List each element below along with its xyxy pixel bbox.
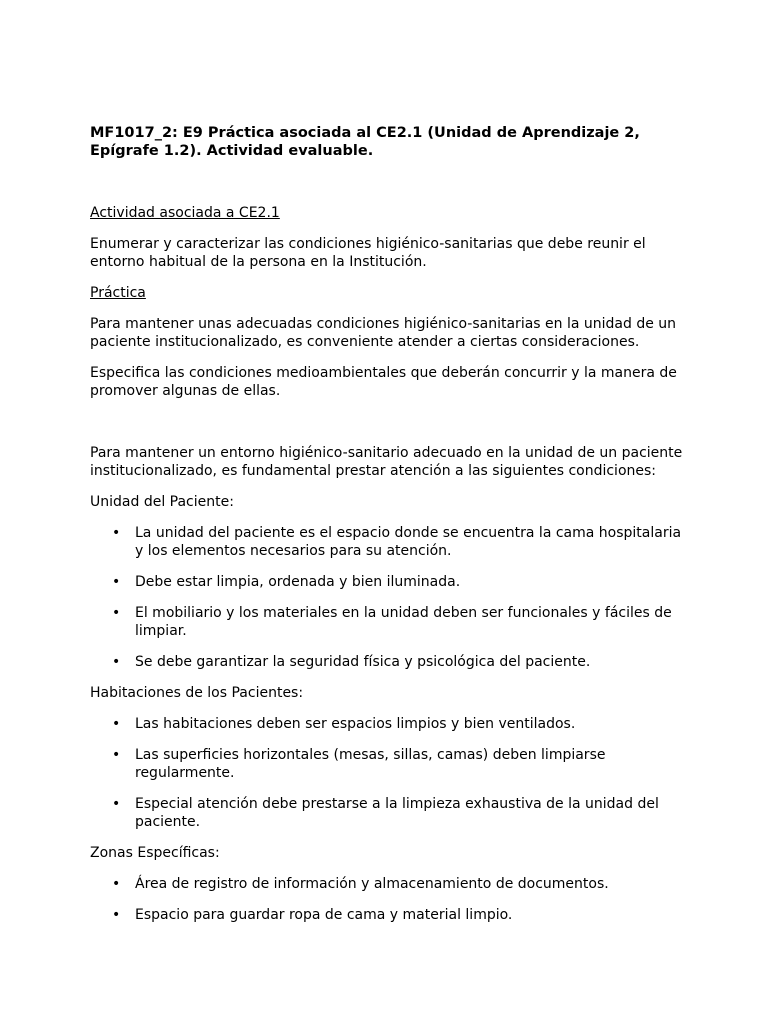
activity-heading: Actividad asociada a CE2.1 bbox=[90, 205, 280, 221]
bullet-icon: • bbox=[112, 605, 121, 621]
bullet-icon: • bbox=[112, 574, 121, 590]
bullet-icon: • bbox=[112, 747, 121, 763]
bullet-icon: • bbox=[112, 907, 121, 923]
bullet-icon: • bbox=[112, 716, 121, 732]
list-item: • Área de registro de información y almacenamiento de documentos. bbox=[112, 876, 609, 892]
bullet-icon: • bbox=[112, 796, 121, 812]
list-item: • Espacio para guardar ropa de cama y material limpio. bbox=[112, 907, 513, 923]
practice-heading: Práctica bbox=[90, 285, 146, 301]
list-item: • Especial atención debe prestarse a la limpieza exhaustiva de la unidad del paciente. bbox=[112, 796, 659, 830]
section-heading: Unidad del Paciente: bbox=[90, 494, 234, 510]
bullet-icon: • bbox=[112, 654, 121, 670]
list-item: • Las superficies horizontales (mesas, sillas, camas) deben limpiarse regularmente. bbox=[112, 747, 606, 781]
section-heading: Zonas Específicas: bbox=[90, 845, 220, 861]
section-heading: Habitaciones de los Pacientes: bbox=[90, 685, 304, 701]
bullet-list bbox=[90, 524, 690, 671]
bullet-icon: • bbox=[112, 525, 121, 541]
document-page bbox=[90, 124, 690, 937]
list-item: • Debe estar limpia, ordenada y bien iluminada. bbox=[112, 574, 461, 590]
list-item: • El mobiliario y los materiales en la unidad deben ser funcionales y fáciles de limpiar. bbox=[112, 605, 672, 639]
activity-text: Enumerar y caracterizar las condiciones higiénico-sanitarias que debe reunir el entorno habitual de la persona en la Institución. bbox=[90, 236, 646, 270]
list-item: • La unidad del paciente es el espacio donde se encuentra la cama hospitalaria y los elementos necesarios para su atención. bbox=[112, 525, 682, 559]
document-title: MF1017_2: E9 Práctica asociada al CE2.1 (Unidad de Aprendizaje 2, Epígrafe 1.2). Actividad evaluable. bbox=[90, 125, 640, 159]
practice-text-1: Para mantener unas adecuadas condiciones higiénico-sanitarias en la unidad de un paciente institucionalizado, es conveniente atender a ciertas consideraciones. bbox=[90, 316, 677, 350]
bullet-list bbox=[90, 715, 690, 831]
bullet-icon: • bbox=[112, 876, 121, 892]
practice-text-2: Especifica las condiciones medioambientales que deberán concurrir y la manera de promover algunas de ellas. bbox=[90, 365, 677, 399]
list-item: • Se debe garantizar la seguridad física y psicológica del paciente. bbox=[112, 654, 591, 670]
answer-intro: Para mantener un entorno higiénico-sanitario adecuado en la unidad de un paciente institucionalizado, es fundamental prestar atención a las siguientes condiciones: bbox=[90, 445, 683, 479]
list-item: • Las habitaciones deben ser espacios limpios y bien ventilados. bbox=[112, 716, 576, 732]
bullet-list bbox=[90, 875, 690, 924]
